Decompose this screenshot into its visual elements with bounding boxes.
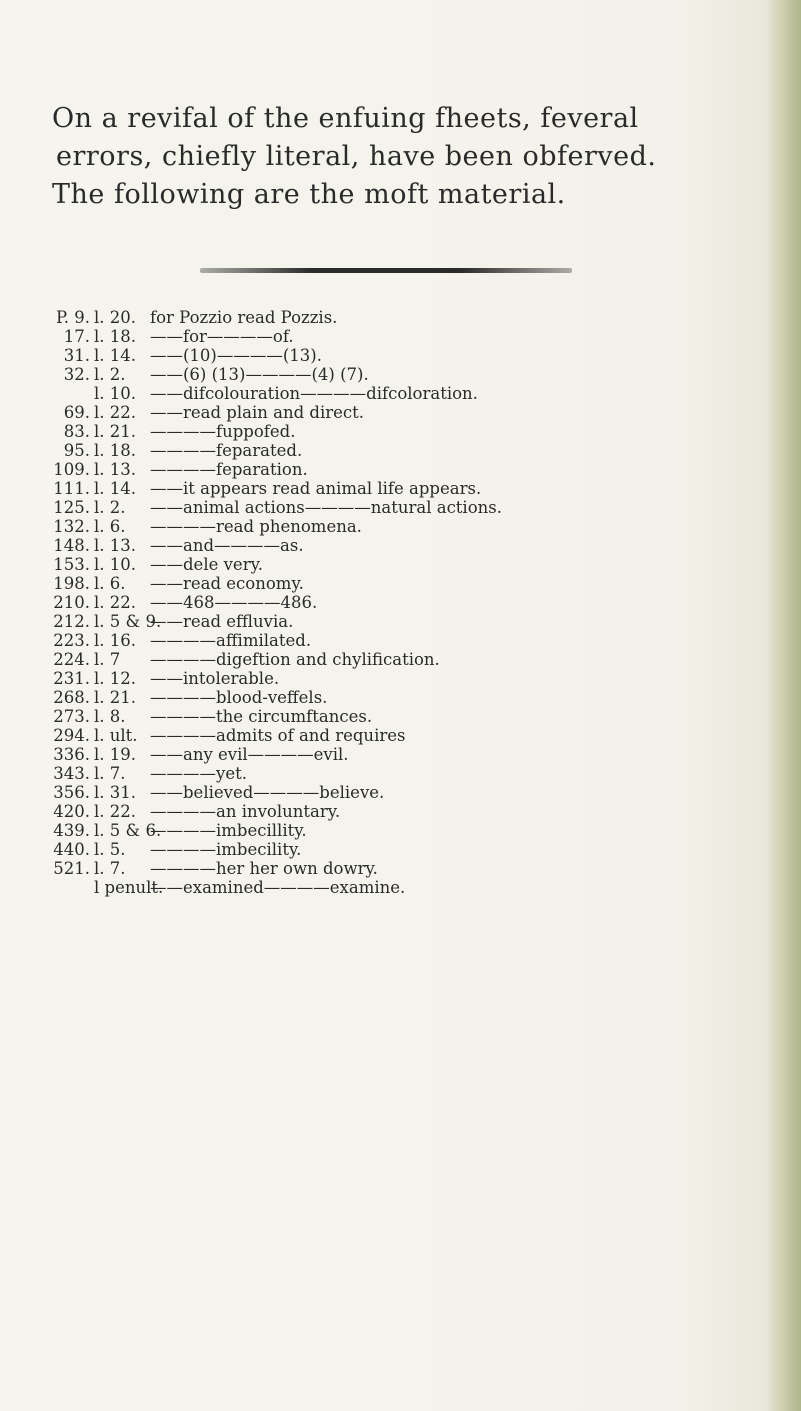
- errata-correction: ————affimilated.: [150, 631, 312, 650]
- ornamental-rule: [200, 268, 572, 273]
- errata-line-number: l. 6.: [94, 574, 126, 593]
- errata-correction: ——read plain and direct.: [150, 403, 365, 422]
- errata-line-number: l. 5 & 6.: [94, 821, 162, 840]
- errata-row: [40, 403, 780, 422]
- errata-correction: ——it appears read animal life appears.: [150, 479, 482, 498]
- errata-correction: ————an involuntary.: [150, 802, 341, 821]
- errata-row: [40, 498, 780, 517]
- errata-row: [40, 422, 780, 441]
- errata-line-number: l. 22.: [94, 403, 137, 422]
- errata-page-number: 148.: [53, 536, 90, 555]
- errata-page-number: 210.: [53, 593, 90, 612]
- errata-row: [40, 840, 780, 859]
- errata-line-number: l. 31.: [94, 783, 137, 802]
- errata-line-number: l. 21.: [94, 688, 137, 707]
- errata-row: [40, 536, 780, 555]
- errata-page-number: 439.: [53, 821, 90, 840]
- errata-page-number: 294.: [53, 726, 90, 745]
- errata-line-number: l. 20.: [94, 308, 137, 327]
- errata-row: [40, 327, 780, 346]
- errata-line-number: l. 16.: [94, 631, 137, 650]
- errata-correction: ——any evil————evil.: [150, 745, 349, 764]
- errata-row: [40, 365, 780, 384]
- errata-correction: for Pozzio read Pozzis.: [150, 308, 338, 327]
- errata-row: [40, 441, 780, 460]
- errata-line-number: l. 22.: [94, 802, 137, 821]
- errata-page-number: 440.: [53, 840, 90, 859]
- errata-row: [40, 650, 780, 669]
- errata-row: [40, 688, 780, 707]
- errata-row: [40, 802, 780, 821]
- errata-line-number: l. 10.: [94, 555, 137, 574]
- errata-row: [40, 612, 780, 631]
- errata-row: [40, 593, 780, 612]
- errata-row: [40, 346, 780, 365]
- errata-page-number: 420.: [53, 802, 90, 821]
- errata-page-number: 231.: [53, 669, 90, 688]
- errata-correction: ——examined————examine.: [150, 878, 406, 897]
- errata-page-number: 32.: [63, 365, 90, 384]
- errata-line-number: l. 7: [94, 650, 121, 669]
- errata-row: [40, 555, 780, 574]
- errata-line-number: l. 10.: [94, 384, 137, 403]
- errata-row: [40, 308, 780, 327]
- errata-correction: ————imbecility.: [150, 840, 302, 859]
- errata-correction: ——difcolouration————difcoloration.: [150, 384, 478, 403]
- errata-page-number: 356.: [53, 783, 90, 802]
- errata-correction: ————feparated.: [150, 441, 303, 460]
- errata-line-number: l. 5 & 9.: [94, 612, 162, 631]
- errata-row: [40, 764, 780, 783]
- errata-correction: ————fuppofed.: [150, 422, 296, 441]
- errata-row: [40, 821, 780, 840]
- errata-row: [40, 517, 780, 536]
- errata-correction: ————digeftion and chylification.: [150, 650, 440, 669]
- errata-row: [40, 745, 780, 764]
- errata-page-number: 132.: [53, 517, 90, 536]
- errata-page-number: 521.: [53, 859, 90, 878]
- errata-page-number: 95.: [63, 441, 90, 460]
- errata-correction: ————read phenomena.: [150, 517, 362, 536]
- errata-row: [40, 783, 780, 802]
- errata-correction: ————admits of and requires: [150, 726, 406, 745]
- errata-row: [40, 878, 780, 897]
- errata-correction: ——read effluvia.: [150, 612, 294, 631]
- errata-row: [40, 707, 780, 726]
- errata-page-number: P. 9.: [56, 308, 90, 327]
- errata-line-number: l. 22.: [94, 593, 137, 612]
- errata-correction: ——intolerable.: [150, 669, 280, 688]
- errata-correction: ——for————of.: [150, 327, 294, 346]
- errata-page-number: 223.: [53, 631, 90, 650]
- errata-correction: ——(6) (13)————(4) (7).: [150, 365, 369, 384]
- errata-line-number: l. 13.: [94, 460, 137, 479]
- errata-page-number: 17.: [63, 327, 90, 346]
- errata-list: [40, 308, 780, 897]
- errata-correction: ————feparation.: [150, 460, 308, 479]
- errata-line-number: l. ult.: [94, 726, 138, 745]
- errata-correction: ——(10)————(13).: [150, 346, 322, 365]
- errata-page-number: 212.: [53, 612, 90, 631]
- errata-row: [40, 384, 780, 403]
- errata-correction: ——animal actions————natural actions.: [150, 498, 502, 517]
- errata-row: [40, 859, 780, 878]
- errata-line-number: l. 18.: [94, 327, 137, 346]
- errata-page-number: 198.: [53, 574, 90, 593]
- errata-page-number: [40, 384, 94, 403]
- errata-row: [40, 574, 780, 593]
- errata-correction: ————imbecillity.: [150, 821, 307, 840]
- errata-page-number: 83.: [63, 422, 90, 441]
- errata-page-number: 343.: [53, 764, 90, 783]
- errata-line-number: l. 7.: [94, 764, 126, 783]
- errata-page-number: 153.: [53, 555, 90, 574]
- errata-correction: ————the circumftances.: [150, 707, 373, 726]
- errata-line-number: l. 21.: [94, 422, 137, 441]
- errata-correction: ——believed————believe.: [150, 783, 385, 802]
- errata-page-number: 111.: [53, 479, 90, 498]
- errata-page-number: 273.: [53, 707, 90, 726]
- errata-page-number: [40, 878, 94, 897]
- errata-line-number: l. 2.: [94, 498, 126, 517]
- errata-line-number: l. 8.: [94, 707, 126, 726]
- errata-correction: ————her her own dowry.: [150, 859, 378, 878]
- errata-row: [40, 726, 780, 745]
- heading-line-3: The following are the moft material.: [52, 179, 566, 210]
- errata-line-number: l. 19.: [94, 745, 137, 764]
- errata-row: [40, 631, 780, 650]
- heading-line-2: errors, chiefly literal, have been obferved.: [56, 141, 657, 172]
- errata-page-number: 109.: [53, 460, 90, 479]
- errata-page-number: 224.: [53, 650, 90, 669]
- errata-page-number: 125.: [53, 498, 90, 517]
- errata-page-number: 69.: [63, 403, 90, 422]
- errata-correction: ————blood-veffels.: [150, 688, 328, 707]
- errata-correction: ——and————as.: [150, 536, 304, 555]
- errata-page-number: 31.: [63, 346, 90, 365]
- errata-line-number: l. 12.: [94, 669, 137, 688]
- heading-line-1: On a revifal of the enfuing fheets, feveral: [52, 103, 639, 134]
- errata-row: [40, 460, 780, 479]
- errata-line-number: l. 6.: [94, 517, 126, 536]
- errata-page-number: 268.: [53, 688, 90, 707]
- errata-line-number: l. 14.: [94, 346, 137, 365]
- errata-line-number: l. 5.: [94, 840, 126, 859]
- errata-page-number: 336.: [53, 745, 90, 764]
- errata-row: [40, 479, 780, 498]
- errata-line-number: l. 14.: [94, 479, 137, 498]
- errata-correction: ——468————486.: [150, 593, 318, 612]
- errata-heading: [52, 100, 772, 214]
- errata-correction: ——dele very.: [150, 555, 263, 574]
- errata-line-number: l. 2.: [94, 365, 126, 384]
- errata-line-number: l penult.: [94, 878, 164, 897]
- errata-row: [40, 669, 780, 688]
- errata-line-number: l. 18.: [94, 441, 137, 460]
- errata-correction: ————yet.: [150, 764, 247, 783]
- errata-correction: ——read economy.: [150, 574, 304, 593]
- errata-line-number: l. 13.: [94, 536, 137, 555]
- errata-line-number: l. 7.: [94, 859, 126, 878]
